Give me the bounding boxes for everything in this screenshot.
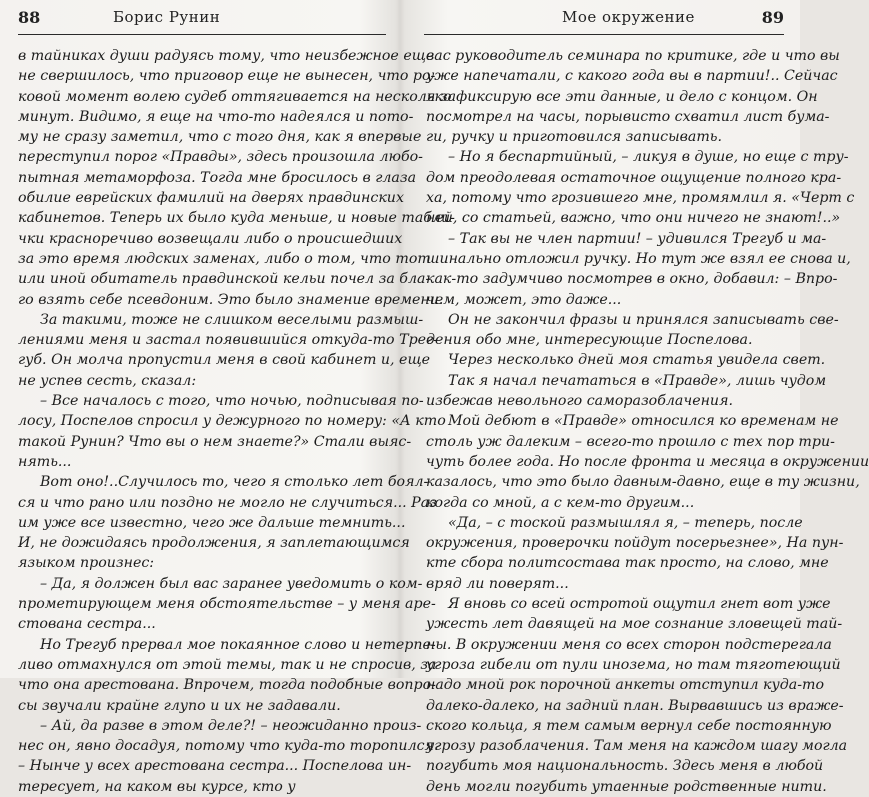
text-line: минут. Видимо, я еще на что-то надеялся и пото- (18, 108, 414, 125)
text-line: дения обо мне, интересующие Поспелова. (426, 332, 753, 349)
left-running-head: Борис Рунин (113, 8, 221, 26)
text-line: кабинетов. Теперь их было куда меньше, и новые табли- (18, 210, 455, 227)
text-line: избежав невольного саморазоблачения. (426, 393, 733, 410)
left-page-number: 88 (18, 8, 41, 27)
text-line: окружения, проверочки пойдут посерьезнее», На пун- (426, 535, 844, 552)
right-running-head: Мое окружение (562, 8, 695, 26)
text-line: шинально отложил ручку. Но тут же взял ее снова и, (426, 250, 851, 267)
text-line: – Нынче у всех арестована сестра... Поспелова ин- (18, 758, 412, 775)
left-header-rule (18, 34, 386, 35)
text-line: За такими, тоже не слишком веселыми размыш- (40, 311, 424, 328)
left-page-header (18, 8, 384, 30)
text-line: языком произнес: (18, 555, 155, 572)
text-line: – Все началось с того, что ночью, подписывая по- (40, 393, 424, 410)
text-line: или иной обитатель правдинской кельи почел за бла- (18, 271, 431, 288)
text-line: чки красноречиво возвещали либо о происшедших (18, 230, 403, 247)
text-line: кте сбора политсостава так просто, на слово, мне (426, 555, 829, 572)
text-line: губ. Он молча пропустил меня в свой кабинет и, еще (18, 352, 431, 369)
text-line: нять... (18, 453, 72, 470)
text-line: когда со мной, а с кем-то другим... (426, 494, 695, 511)
text-line: вряд ли поверят... (426, 575, 569, 592)
text-line: вас руководитель семинара по критике, где и что вы (426, 48, 840, 64)
text-line: сы звучали крайне глупо и их не задавали. (18, 697, 341, 714)
text-line: Он не закончил фразы и принялся записывать све- (448, 311, 839, 328)
text-line: что она арестована. Впрочем, тогда подобные вопро- (18, 677, 436, 694)
text-line: Но Трегуб прервал мое покаянное слово и нетерпе- (40, 636, 436, 653)
text-line: «Да, – с тоской размышлял я, – теперь, после (448, 514, 803, 531)
text-line: чем, может, это даже... (426, 291, 622, 308)
text-line: казалось, что это было давным-давно, еще в ту жизни, (426, 474, 860, 491)
text-line: пытная метаморфоза. Тогда мне бросилось в глаза (18, 169, 417, 186)
text-line: прометирующем меня обстоятельстве – у меня аре- (18, 596, 436, 613)
text-line: уже напечатали, с какого года вы в партии!.. Сейчас (426, 68, 838, 85)
text-line: дом преодолевая остаточное ощущение полного кра- (426, 169, 842, 186)
text-line: такой Рунин? Что вы о нем знаете?» Стали выяс- (18, 433, 412, 450)
text-line: столь уж далеким – всего-то прошло с тех пор три- (426, 433, 835, 450)
text-line: му не сразу заметил, что с того дня, как я впервые (18, 129, 422, 146)
text-line: далеко-далеко, на задний план. Вырвавшись из враже- (426, 697, 844, 714)
right-page-number: 89 (761, 8, 784, 27)
text-line: ха, потому что грозившего мне, промямлил я. «Черт с (426, 190, 855, 207)
text-line: ковой момент волею судеб оттягивается на несколько (18, 88, 452, 105)
text-line: посмотрел на часы, порывисто схватил лист бума- (426, 108, 830, 125)
text-line: за это время людских заменах, либо о том, что тот (18, 250, 431, 267)
text-line: ся и что рано или поздно не могло не случиться... Раз (18, 494, 437, 511)
right-page-text (426, 46, 869, 797)
text-line: переступил порог «Правды», здесь произошла любо- (18, 149, 423, 166)
text-line: нес он, явно досадуя, потому что куда-то торопился. (18, 738, 439, 755)
text-line: угроза гибели от пули инозема, но там тяготеющий (426, 656, 841, 673)
text-line: И, не дожидаясь продолжения, я заплетающимся (18, 535, 410, 552)
text-line: – Да, я должен был вас заранее уведомить о ком- (40, 575, 423, 592)
text-line: обилие еврейских фамилий на дверях правдинских (18, 190, 404, 207)
text-line: Вот оно!..Случилось то, чего я столько лет боял- (40, 474, 429, 491)
text-line: лосу, Поспелов спросил у дежурного по номеру: «А кто (18, 413, 446, 430)
text-line: ужесть лет давящей на мое сознание зловещей тай- (426, 616, 843, 633)
text-line: день могли погубить утаенные родственные нити. (426, 778, 827, 795)
right-header-rule (424, 34, 784, 35)
text-line: – Ай, да разве в этом деле?! – неожиданно произ- (40, 717, 422, 734)
text-line: ского кольца, я тем самым вернул себе постоянную (426, 717, 832, 734)
text-line: угрозу разоблачения. Там меня на каждом шагу могла (426, 738, 848, 755)
text-line: стована сестра... (18, 616, 156, 633)
text-line: погубить моя национальность. Здесь меня в любой (426, 758, 824, 775)
text-line: ливо отмахнулся от этой темы, так и не спросив, за (18, 656, 437, 673)
text-line: чуть более года. Но после фронта и месяца в окружении (426, 453, 869, 470)
text-line: им уже все известно, чего же дальше темнить... (18, 514, 406, 531)
text-line: надо мной рок порочной анкеты отступил куда-то (426, 677, 824, 694)
text-line: Мой дебют в «Правде» относился ко временам не (448, 413, 839, 430)
text-line: не свершилось, что приговор еще не вынесен, что ро- (18, 68, 436, 85)
text-line: тересует, на каком вы курсе, кто у (18, 778, 296, 795)
right-page (400, 0, 869, 795)
text-line: как-то задумчиво посмотрев в окно, добавил: – Впро- (426, 271, 838, 288)
text-line: лениями меня и застал появившийся откуда-то Трег- (18, 332, 439, 349)
text-line: ны. В окружении меня со всех сторон подстерегала (426, 636, 832, 653)
text-line: Так я начал печататься в «Правде», лишь чудом (448, 372, 827, 389)
right-page-header (424, 8, 784, 30)
text-line: – Но я беспартийный, – ликуя в душе, но еще с тру- (448, 149, 849, 166)
text-line: ги, ручку и приготовился записывать. (426, 129, 723, 146)
text-line: ней, со статьей, важно, что они ничего не знают!..» (426, 210, 841, 227)
text-line: не успев сесть, сказал: (18, 372, 197, 389)
text-line: Через несколько дней моя статья увидела свет. (448, 352, 826, 369)
text-line: в тайниках души радуясь тому, что неизбежное еще (18, 48, 435, 64)
text-line: го взять себе псевдоним. Это было знамение времени. (18, 291, 444, 308)
left-page-text (18, 46, 455, 797)
text-line: я зафиксирую все эти данные, и дело с концом. Он (426, 88, 818, 105)
text-line: Я вновь со всей остротой ощутил гнет вот уже (448, 596, 831, 613)
text-line: – Так вы не член партии! – удивился Трегуб и ма- (448, 230, 827, 247)
